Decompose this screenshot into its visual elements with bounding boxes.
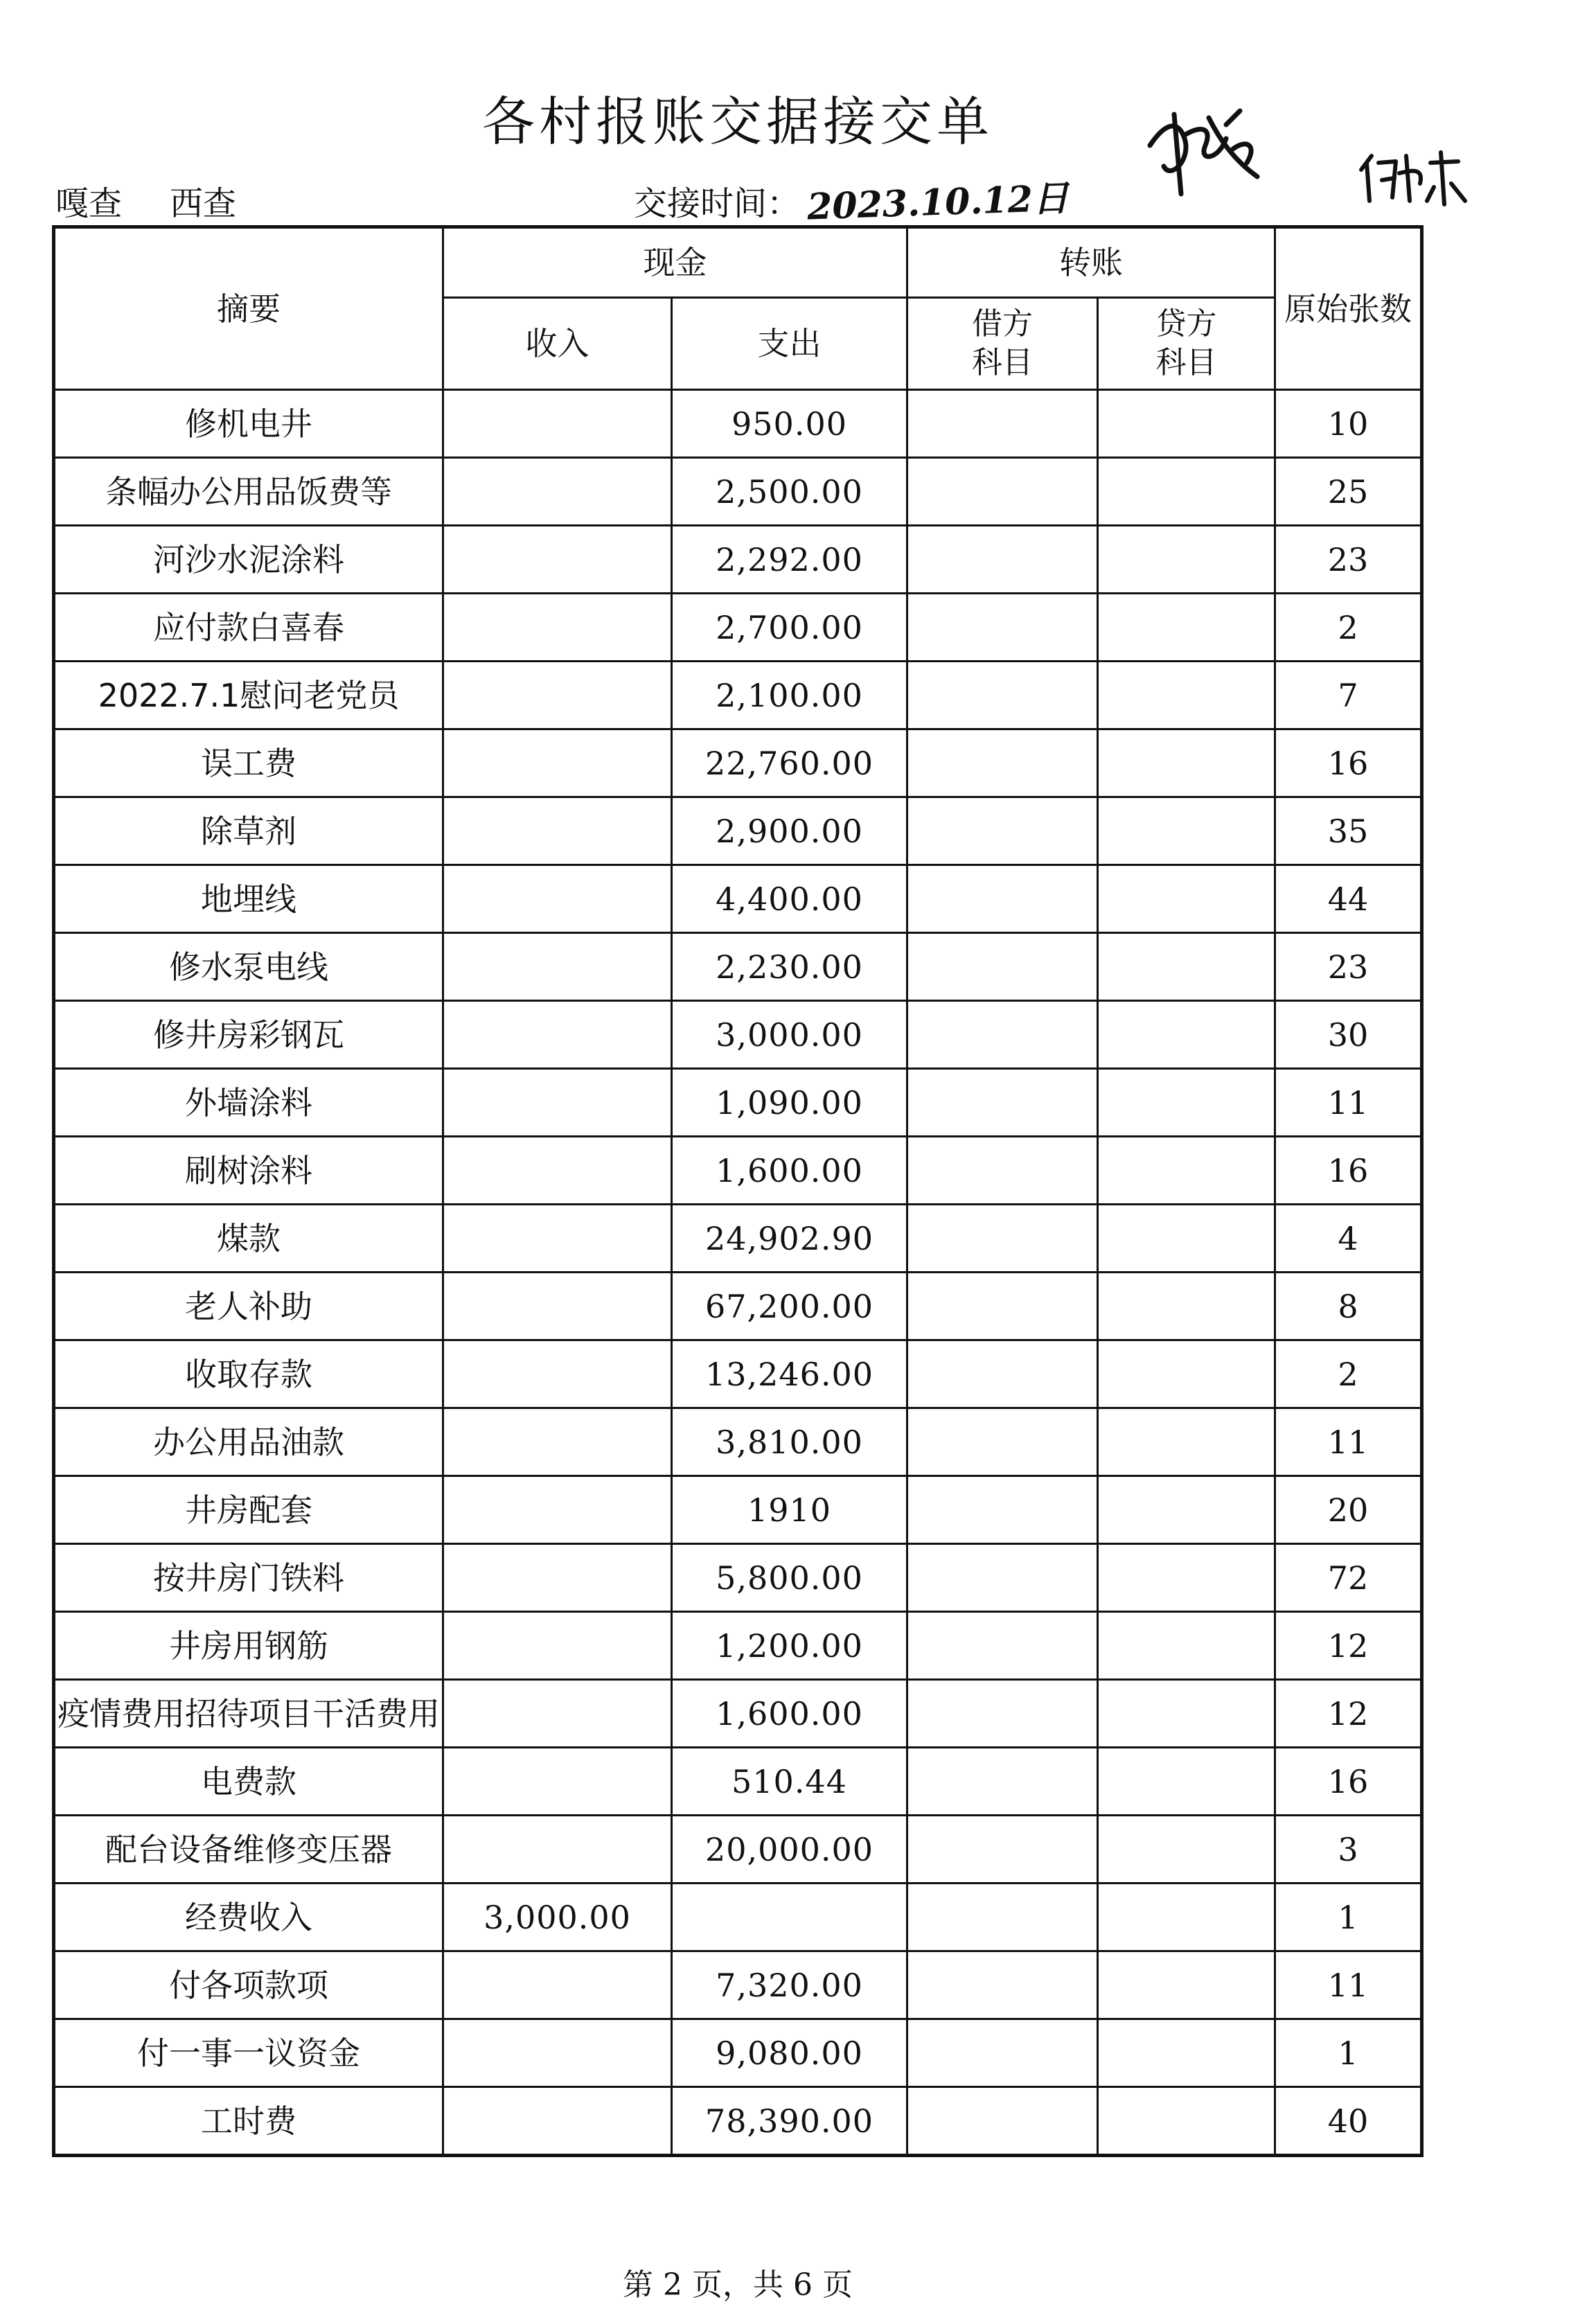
cell-summary: 地埋线 (54, 865, 443, 933)
table-row (54, 865, 1422, 933)
cell-expense: 67,200.00 (672, 1273, 907, 1340)
table-row (54, 662, 1422, 729)
cell-credit (1098, 1476, 1275, 1544)
cell-credit (1098, 2019, 1275, 2087)
table-row (54, 1273, 1422, 1340)
cell-summary: 收取存款 (54, 1340, 443, 1408)
cell-count: 16 (1275, 1748, 1422, 1816)
cell-summary: 井房配套 (54, 1476, 443, 1544)
cell-income (443, 1137, 672, 1205)
handover-time-label: 交接时间： (634, 184, 801, 223)
cell-count: 11 (1275, 1069, 1422, 1137)
cell-debit (907, 390, 1098, 458)
cell-expense: 78,390.00 (672, 2087, 907, 2156)
cell-debit (907, 1544, 1098, 1612)
cell-credit (1098, 1273, 1275, 1340)
cell-credit (1098, 1001, 1275, 1069)
header-summary: 摘要 (54, 227, 443, 390)
handover-ledger-table (52, 225, 1424, 2157)
cell-count: 3 (1275, 1816, 1422, 1884)
table-row (54, 1408, 1422, 1476)
table-row (54, 1884, 1422, 1951)
cell-summary: 刷树涂料 (54, 1137, 443, 1205)
cell-credit (1098, 865, 1275, 933)
handwritten-signature-1 (1136, 97, 1275, 201)
cell-income (443, 729, 672, 797)
cell-debit (907, 458, 1098, 526)
cell-credit (1098, 1612, 1275, 1680)
cell-credit (1098, 594, 1275, 662)
cell-income (443, 1069, 672, 1137)
cell-income (443, 1612, 672, 1680)
cell-income (443, 865, 672, 933)
cell-debit (907, 1273, 1098, 1340)
table-row (54, 2087, 1422, 2156)
cell-count: 11 (1275, 1951, 1422, 2019)
cell-summary: 修井房彩钢瓦 (54, 1001, 443, 1069)
table-row (54, 2019, 1422, 2087)
cell-income (443, 933, 672, 1001)
cell-income (443, 2087, 672, 2156)
cell-credit (1098, 1408, 1275, 1476)
table-row (54, 797, 1422, 865)
cell-debit (907, 1340, 1098, 1408)
cell-expense: 2,230.00 (672, 933, 907, 1001)
cell-income (443, 1544, 672, 1612)
cell-summary: 老人补助 (54, 1273, 443, 1340)
cell-summary: 外墙涂料 (54, 1069, 443, 1137)
header-credit-line1: 贷方 (1155, 306, 1217, 342)
cell-debit (907, 1612, 1098, 1680)
cell-expense: 1,200.00 (672, 1612, 907, 1680)
cell-summary: 煤款 (54, 1205, 443, 1273)
cell-count: 11 (1275, 1408, 1422, 1476)
cell-count: 23 (1275, 933, 1422, 1001)
cell-debit (907, 2019, 1098, 2087)
cell-income (443, 1951, 672, 2019)
cell-count: 8 (1275, 1273, 1422, 1340)
cell-income (443, 1340, 672, 1408)
cell-debit (907, 2087, 1098, 2156)
cell-debit (907, 1137, 1098, 1205)
cell-debit (907, 1069, 1098, 1137)
table-row (54, 390, 1422, 458)
cell-credit (1098, 1680, 1275, 1748)
header-debit-line2: 科目 (972, 345, 1033, 380)
cell-credit (1098, 1544, 1275, 1612)
cell-debit (907, 662, 1098, 729)
cell-summary: 2022.7.1慰问老党员 (54, 662, 443, 729)
cell-credit (1098, 797, 1275, 865)
header-credit (1098, 298, 1275, 390)
header-income: 收入 (443, 298, 672, 390)
cell-expense: 1,090.00 (672, 1069, 907, 1137)
cell-credit (1098, 1205, 1275, 1273)
cell-count: 16 (1275, 1137, 1422, 1205)
cell-debit (907, 933, 1098, 1001)
cell-income (443, 2019, 672, 2087)
cell-summary: 电费款 (54, 1748, 443, 1816)
cell-count: 44 (1275, 865, 1422, 933)
cell-expense: 1,600.00 (672, 1680, 907, 1748)
cell-credit (1098, 2087, 1275, 2156)
cell-debit (907, 1748, 1098, 1816)
cell-expense: 13,246.00 (672, 1340, 907, 1408)
cell-summary: 付一事一议资金 (54, 2019, 443, 2087)
cell-expense: 1910 (672, 1476, 907, 1544)
cell-count: 2 (1275, 1340, 1422, 1408)
cell-count: 72 (1275, 1544, 1422, 1612)
cell-income (443, 1205, 672, 1273)
cell-income (443, 662, 672, 729)
cell-count: 10 (1275, 390, 1422, 458)
cell-credit (1098, 1748, 1275, 1816)
cell-count: 1 (1275, 2019, 1422, 2087)
cell-income (443, 526, 672, 594)
cell-summary: 修水泵电线 (54, 933, 443, 1001)
cell-expense: 2,500.00 (672, 458, 907, 526)
cell-debit (907, 1408, 1098, 1476)
header-debit-line1: 借方 (972, 306, 1033, 342)
cell-count: 4 (1275, 1205, 1422, 1273)
cell-expense: 1,600.00 (672, 1137, 907, 1205)
table-row (54, 458, 1422, 526)
cell-debit (907, 594, 1098, 662)
table-row (54, 1748, 1422, 1816)
cell-summary: 修机电井 (54, 390, 443, 458)
cell-credit (1098, 1816, 1275, 1884)
cell-expense: 7,320.00 (672, 1951, 907, 2019)
table-row (54, 1544, 1422, 1612)
cell-credit (1098, 729, 1275, 797)
handover-date-handwritten: 2023.10.12日 (806, 177, 1070, 229)
cell-count: 20 (1275, 1476, 1422, 1544)
cell-income (443, 1408, 672, 1476)
cell-summary: 河沙水泥涂料 (54, 526, 443, 594)
cell-debit (907, 1205, 1098, 1273)
table-row (54, 526, 1422, 594)
cell-expense: 2,900.00 (672, 797, 907, 865)
cell-debit (907, 797, 1098, 865)
cell-summary: 应付款白喜春 (54, 594, 443, 662)
cell-count: 2 (1275, 594, 1422, 662)
cell-summary: 经费收入 (54, 1884, 443, 1951)
cell-count: 12 (1275, 1680, 1422, 1748)
cell-summary: 井房用钢筋 (54, 1612, 443, 1680)
header-expense: 支出 (672, 298, 907, 390)
cell-income (443, 1748, 672, 1816)
cell-expense: 510.44 (672, 1748, 907, 1816)
table-row (54, 1137, 1422, 1205)
cell-credit (1098, 662, 1275, 729)
table-row (54, 1205, 1422, 1273)
cell-debit (907, 1884, 1098, 1951)
table-row (54, 729, 1422, 797)
table-row (54, 1612, 1422, 1680)
cell-summary: 工时费 (54, 2087, 443, 2156)
table-row (54, 1680, 1422, 1748)
cell-summary: 付各项款项 (54, 1951, 443, 2019)
cell-expense: 2,100.00 (672, 662, 907, 729)
table-row (54, 1001, 1422, 1069)
cell-debit (907, 1951, 1098, 2019)
document-title: 各村报账交据接交单 (482, 91, 993, 152)
cell-income (443, 594, 672, 662)
cell-expense: 3,810.00 (672, 1408, 907, 1476)
header-debit (907, 298, 1098, 390)
cell-count: 12 (1275, 1612, 1422, 1680)
handwritten-signature-2 (1354, 142, 1472, 211)
cell-credit (1098, 1137, 1275, 1205)
cell-debit (907, 865, 1098, 933)
header-cash: 现金 (443, 227, 907, 298)
cell-count: 30 (1275, 1001, 1422, 1069)
cell-credit (1098, 458, 1275, 526)
cell-count: 1 (1275, 1884, 1422, 1951)
township-label: 嘎查 (55, 184, 123, 223)
table-row (54, 1951, 1422, 2019)
page-footer: 第 2 页，共 6 页 (623, 2267, 853, 2303)
cell-debit (907, 1001, 1098, 1069)
cell-credit (1098, 933, 1275, 1001)
cell-credit (1098, 1340, 1275, 1408)
cell-expense: 950.00 (672, 390, 907, 458)
table-row (54, 594, 1422, 662)
header-transfer: 转账 (907, 227, 1275, 298)
cell-debit (907, 1680, 1098, 1748)
cell-income (443, 1476, 672, 1544)
cell-income (443, 1816, 672, 1884)
cell-income (443, 458, 672, 526)
cell-debit (907, 1476, 1098, 1544)
cell-count: 25 (1275, 458, 1422, 526)
cell-expense: 22,760.00 (672, 729, 907, 797)
cell-income: 3,000.00 (443, 1884, 672, 1951)
cell-count: 16 (1275, 729, 1422, 797)
cell-credit (1098, 1951, 1275, 2019)
cell-count: 40 (1275, 2087, 1422, 2156)
cell-income (443, 390, 672, 458)
cell-summary: 误工费 (54, 729, 443, 797)
cell-debit (907, 729, 1098, 797)
table-row (54, 1476, 1422, 1544)
cell-count: 35 (1275, 797, 1422, 865)
cell-expense: 20,000.00 (672, 1816, 907, 1884)
cell-expense: 24,902.90 (672, 1205, 907, 1273)
cell-summary: 办公用品油款 (54, 1408, 443, 1476)
cell-summary: 疫情费用招待项目干活费用 (54, 1680, 443, 1748)
cell-count: 23 (1275, 526, 1422, 594)
table-row (54, 933, 1422, 1001)
cell-debit (907, 1816, 1098, 1884)
header-credit-line2: 科目 (1155, 345, 1217, 380)
cell-income (443, 1680, 672, 1748)
cell-expense: 5,800.00 (672, 1544, 907, 1612)
header-original-count: 原始张数 (1275, 227, 1422, 390)
cell-expense: 9,080.00 (672, 2019, 907, 2087)
village-name: 西查 (170, 184, 237, 223)
cell-expense: 2,292.00 (672, 526, 907, 594)
table-row (54, 1069, 1422, 1137)
cell-expense: 4,400.00 (672, 865, 907, 933)
table-row (54, 1816, 1422, 1884)
cell-summary: 除草剂 (54, 797, 443, 865)
cell-expense: 2,700.00 (672, 594, 907, 662)
table-row (54, 1340, 1422, 1408)
cell-credit (1098, 526, 1275, 594)
cell-summary: 按井房门铁料 (54, 1544, 443, 1612)
cell-expense: 3,000.00 (672, 1001, 907, 1069)
cell-summary: 配台设备维修变压器 (54, 1816, 443, 1884)
cell-income (443, 797, 672, 865)
cell-credit (1098, 390, 1275, 458)
cell-credit (1098, 1069, 1275, 1137)
cell-expense (672, 1884, 907, 1951)
cell-debit (907, 526, 1098, 594)
cell-count: 7 (1275, 662, 1422, 729)
ledger-body (54, 390, 1422, 2156)
cell-income (443, 1273, 672, 1340)
cell-credit (1098, 1884, 1275, 1951)
cell-income (443, 1001, 672, 1069)
cell-summary: 条幅办公用品饭费等 (54, 458, 443, 526)
